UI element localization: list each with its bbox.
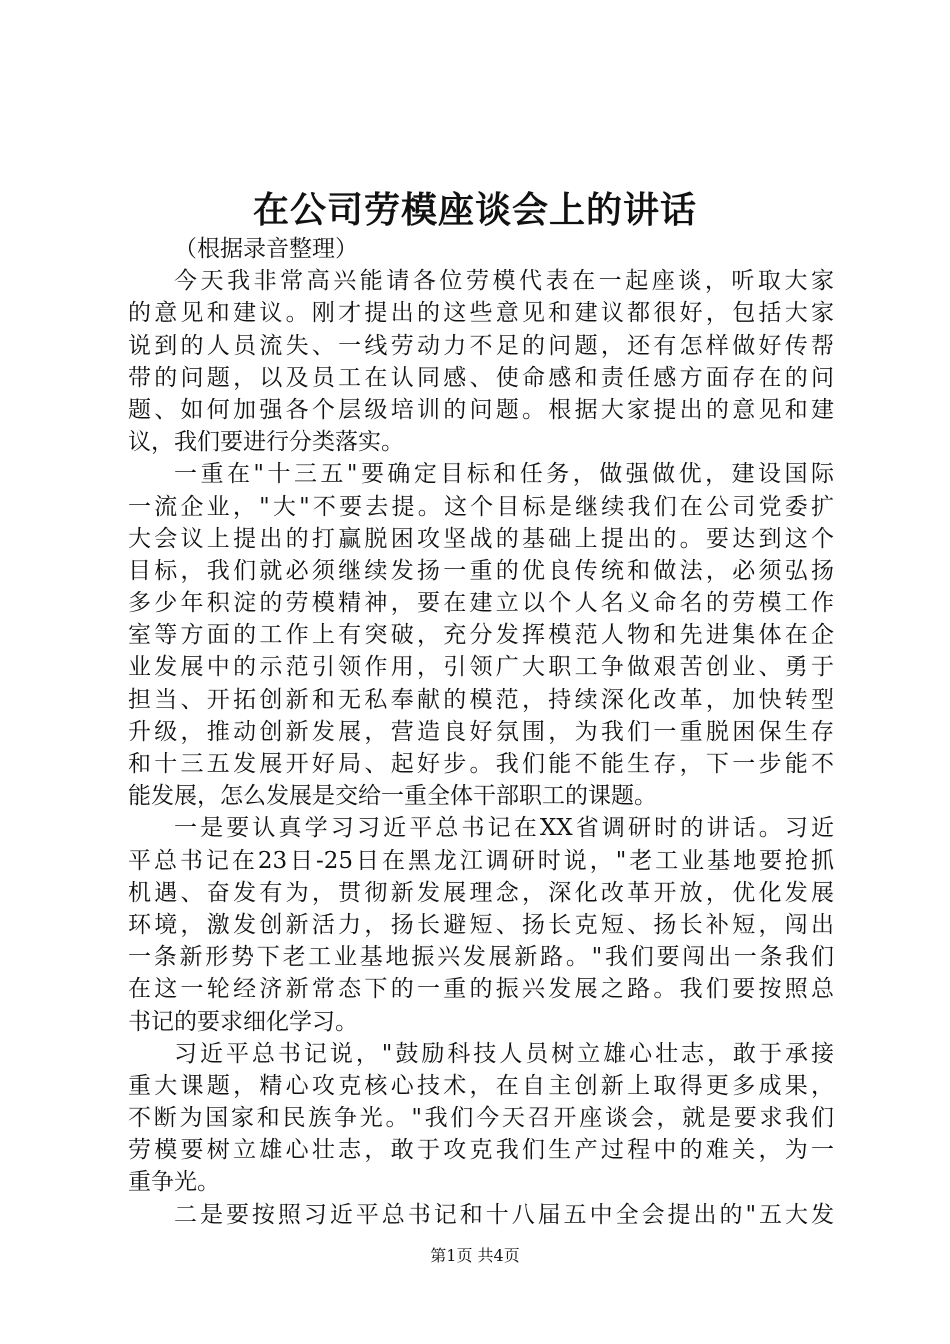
page-title: 在公司劳模座谈会上的讲话 (252, 189, 697, 231)
text-line: 机遇、奋发有为，贯彻新发展理念，深化改革开放，优化发展 (128, 879, 834, 906)
subtitle-note: （根据录音整理） (174, 236, 358, 262)
text-line: 说到的人员流失、一线劳动力不足的问题，还有怎样做好传帮 (128, 332, 834, 359)
text-line: 二是要按照习近平总书记和十八届五中全会提出的"五大发 (174, 1201, 834, 1228)
text-line: 一重在"十三五"要确定目标和任务，做强做优，建设国际 (174, 461, 834, 488)
text-line: 书记的要求细化学习。 (128, 1008, 358, 1035)
text-line: 能发展，怎么发展是交给一重全体干部职工的课题。 (128, 783, 657, 810)
text-line: 一条新形势下老工业基地振兴发展新路。"我们要闯出一条我们 (128, 944, 834, 971)
text-line: 目标，我们就必须继续发扬一重的优良传统和做法，必须弘扬 (128, 557, 834, 584)
text-line: 升级，推动创新发展，营造良好氛围，为我们一重脱困保生存 (128, 718, 834, 745)
text-line: 环境，激发创新活力，扬长避短、扬长克短、扬长补短，闯出 (128, 911, 834, 938)
text-line: 平总书记在23日-25日在黑龙江调研时说，"老工业基地要抢抓 (128, 847, 834, 874)
text-line: 室等方面的工作上有突破，充分发挥模范人物和先进集体在企 (128, 622, 834, 649)
text-line: 习近平总书记说，"鼓励科技人员树立雄心壮志，敢于承接 (174, 1040, 834, 1067)
text-line: 重争光。 (128, 1169, 220, 1196)
text-line: 多少年积淀的劳模精神，要在建立以个人名义命名的劳模工作 (128, 590, 834, 617)
text-line: 不断为国家和民族争光。"我们今天召开座谈会，就是要求我们 (128, 1105, 834, 1132)
text-line: 劳模要树立雄心壮志，敢于攻克我们生产过程中的难关，为一 (128, 1137, 834, 1164)
text-line: 重大课题，精心攻克核心技术，在自主创新上取得更多成果， (128, 1072, 834, 1099)
text-line: 和十三五发展开好局、起好步。我们能不能生存，下一步能不 (128, 751, 834, 777)
text-line: 担当、开拓创新和无私奉献的模范，持续深化改革，加快转型 (128, 686, 834, 713)
text-line: 题、如何加强各个层级培训的问题。根据大家提出的意见和建 (128, 396, 834, 423)
document-body (128, 233, 834, 1231)
text-line: 带的问题，以及员工在认同感、使命感和责任感方面存在的问 (128, 364, 834, 391)
text-line: 今天我非常高兴能请各位劳模代表在一起座谈，听取大家 (174, 268, 834, 295)
page-footer: 第1页 共4页 (430, 1246, 520, 1265)
text-line: 议，我们要进行分类落实。 (128, 429, 404, 456)
text-line: 一是要认真学习习近平总书记在XX省调研时的讲话。习近 (174, 815, 834, 842)
text-line: 大会议上提出的打赢脱困攻坚战的基础上提出的。要达到这个 (128, 525, 834, 552)
text-line: 的意见和建议。刚才提出的这些意见和建议都很好，包括大家 (128, 300, 834, 327)
text-line: 在这一轮经济新常态下的一重的振兴发展之路。我们要按照总 (128, 976, 834, 1003)
text-line: 业发展中的示范引领作用，引领广大职工争做艰苦创业、勇于 (128, 654, 834, 681)
text-line: 一流企业，"大"不要去提。这个目标是继续我们在公司党委扩 (128, 493, 834, 520)
